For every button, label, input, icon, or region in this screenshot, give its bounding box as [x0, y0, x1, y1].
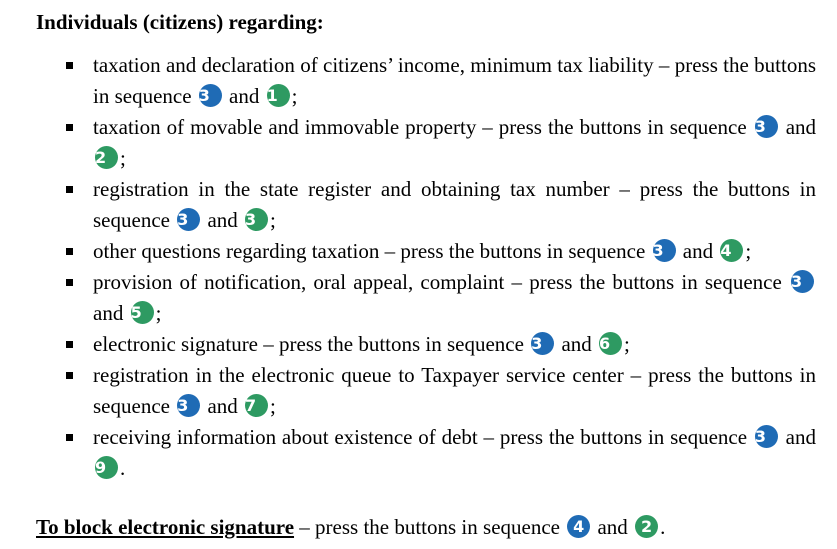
instruction-list [0, 50, 837, 484]
number-badge-icon: 5 [131, 301, 154, 324]
list-item [93, 50, 816, 112]
item-end: ; [155, 301, 162, 325]
item-conjunction: and [93, 301, 124, 325]
footer-lead: To block electronic signature [36, 515, 295, 539]
item-end: ; [624, 332, 630, 356]
number-badge-icon: 3 [755, 115, 778, 138]
item-end: ; [120, 146, 126, 170]
number-badge-icon: 4 [567, 515, 590, 538]
square-bullet-icon [66, 62, 73, 69]
item-end: ; [270, 394, 276, 418]
item-text: other questions regarding taxation – press the buttons in sequence [93, 239, 646, 263]
number-badge-icon: 3 [177, 208, 200, 231]
number-badge-icon: 3 [199, 84, 222, 107]
list-item [93, 267, 816, 329]
square-bullet-icon [66, 341, 73, 348]
number-badge-icon: 3 [245, 208, 268, 231]
number-badge-icon: 4 [720, 239, 743, 262]
list-item [93, 174, 816, 236]
item-end: . [120, 456, 126, 480]
item-text: electronic signature – press the buttons in sequence [93, 332, 524, 356]
item-conjunction: and [785, 425, 816, 449]
item-text: registration in the electronic queue to Taxpayer service center – press the buttons in sequence [93, 363, 816, 418]
square-bullet-icon [66, 279, 73, 286]
item-conjunction: and [785, 115, 817, 139]
square-bullet-icon [66, 372, 73, 379]
square-bullet-icon [66, 434, 73, 441]
number-badge-icon: 3 [791, 270, 814, 293]
item-conjunction: and [207, 208, 238, 232]
number-badge-icon: 2 [95, 146, 118, 169]
square-bullet-icon [66, 124, 73, 131]
list-item [93, 112, 816, 174]
number-badge-icon: 3 [531, 332, 554, 355]
item-end: ; [745, 239, 752, 263]
number-badge-icon: 1 [267, 84, 290, 107]
number-badge-icon: 7 [245, 394, 268, 417]
list-item [93, 422, 816, 484]
item-conjunction: and [561, 332, 592, 356]
item-text: taxation and declaration of citizens’ income, minimum tax liability – press the buttons in sequence [93, 53, 816, 108]
number-badge-icon: 3 [653, 239, 676, 262]
item-conjunction: and [207, 394, 238, 418]
number-badge-icon: 6 [599, 332, 622, 355]
list-item [93, 329, 816, 360]
number-badge-icon: 9 [95, 456, 118, 479]
number-badge-icon: 3 [177, 394, 200, 417]
item-end: ; [291, 84, 298, 108]
item-conjunction: and [682, 239, 714, 263]
footer-end: . [660, 515, 666, 539]
square-bullet-icon [66, 186, 73, 193]
item-text: receiving information about existence of debt – press the buttons in sequence [93, 425, 748, 449]
item-text: taxation of movable and immovable property – press the buttons in sequence [93, 115, 747, 139]
footer-conjunction: and [597, 515, 628, 539]
block-signature-note [36, 512, 665, 543]
number-badge-icon: 2 [635, 515, 658, 538]
square-bullet-icon [66, 248, 73, 255]
item-text: provision of notification, oral appeal, complaint – press the buttons in sequence [93, 270, 782, 294]
item-end: ; [270, 208, 276, 232]
item-text: registration in the state register and obtaining tax number – press the buttons in sequence [93, 177, 816, 232]
list-item [93, 360, 816, 422]
item-conjunction: and [229, 84, 260, 108]
number-badge-icon: 3 [755, 425, 778, 448]
section-heading: Individuals (citizens) regarding: [36, 10, 324, 34]
list-item [93, 236, 816, 267]
footer-text: – press the buttons in sequence [294, 515, 560, 539]
